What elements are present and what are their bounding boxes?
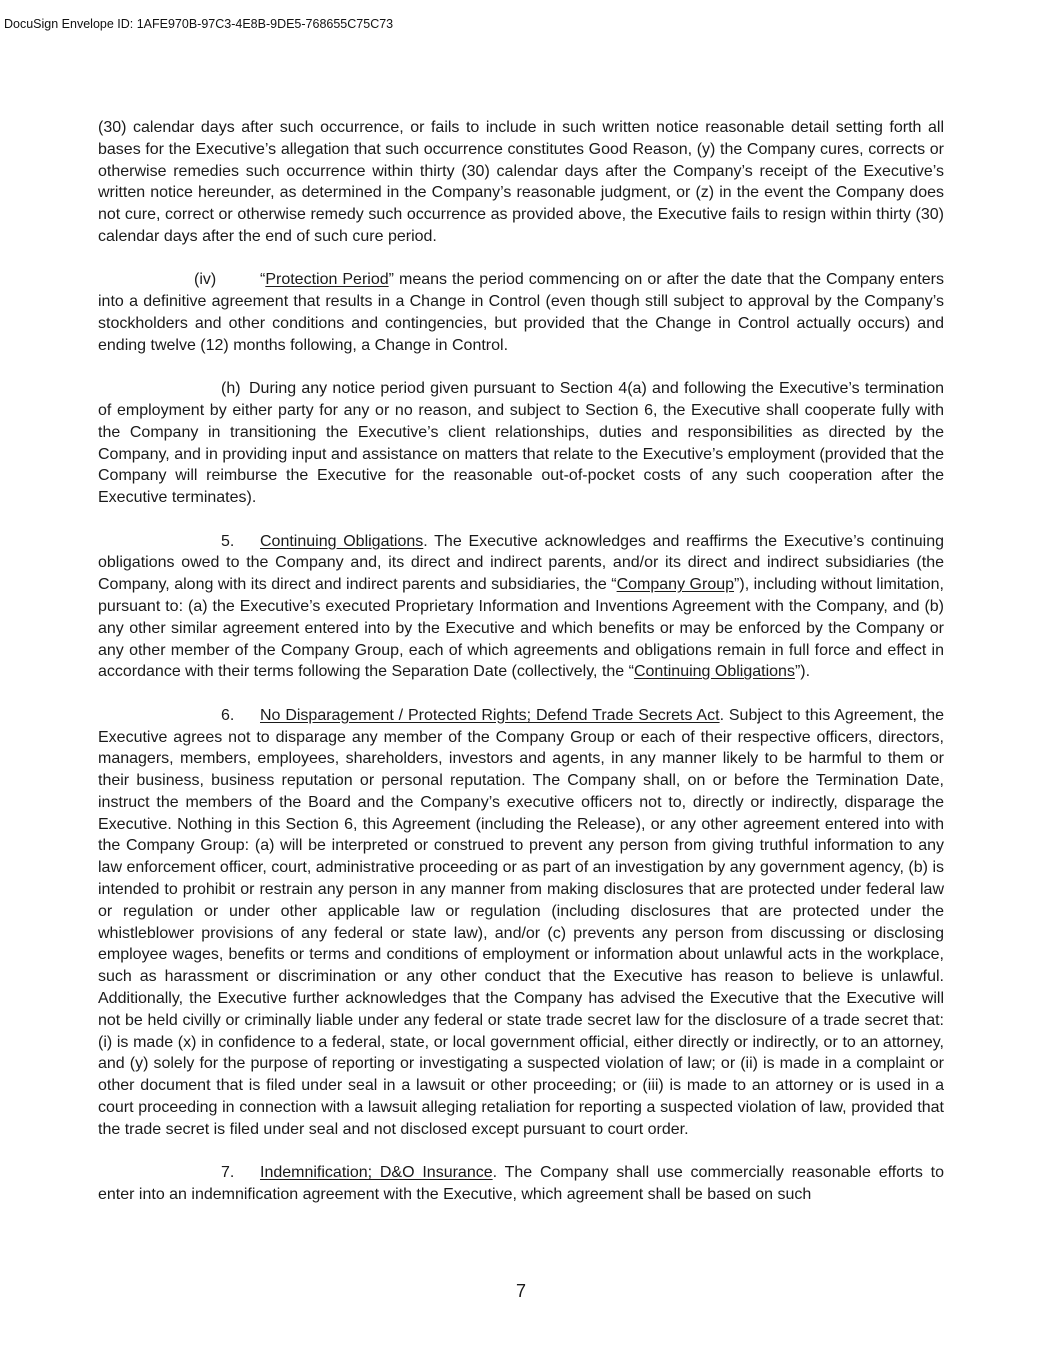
paragraph-h: [98, 378, 944, 509]
paragraph-h-text: During any notice period given pursuant to Section 4(a) and following the Executive’s termination of employment by either party for any or no reason, and subject to Section 6, the Executive shall cooperate fully with the Company in transitioning the Executive’s client relationships, duties and responsibilities as directed by the Company, and in providing input and assistance on matters that relate to the Executive’s employment (provided that the Company will reimburse the Executive for the reasonable out-of-pocket costs of any such cooperation after the Executive terminates).: [98, 380, 944, 507]
section-7: [98, 1162, 944, 1206]
section-5: [98, 531, 944, 684]
paragraph-iv: [98, 269, 944, 356]
section-5-number: 5.: [221, 532, 235, 550]
section-5-text-a: . The Executive acknowledges and reaffirms the Executive’s continuing obligations owed to the Company and, its direct and indirect parents, and/or its direct and indirect subsidiaries (the Company, along with its direct and indirect parents and subsidiaries, the “: [98, 532, 944, 594]
section-6: [98, 705, 944, 1141]
paragraph-continued: [98, 117, 944, 248]
section-5-text-c: ”).: [794, 663, 811, 681]
document-body: [98, 117, 944, 1206]
paragraph-continued-text: (30) calendar days after such occurrence, or fails to include in such written notice reasonable detail setting forth all bases for the Executive’s allegation that such occurrence constitutes Good Reason, (y) the Company cures, corrects or otherwise remedies such occurrence within thirty (30) calendar days after the Company’s receipt of the Executive’s written notice hereunder, as determined in the Company’s reasonable judgment, or (z) in the event the Company does not cure, correct or otherwise remedy such occurrence as provided above, the Executive fails to resign within thirty (30) calendar days after the end of such cure period.: [98, 119, 944, 245]
paragraph-iv-open-quote: “: [260, 271, 266, 289]
section-7-heading: Indemnification; D&O Insurance: [260, 1164, 493, 1182]
page-number: 7: [515, 1281, 526, 1301]
docusign-envelope-id: DocuSign Envelope ID: 1AFE970B-97C3-4E8B-9DE5-768655C75C73: [4, 17, 394, 31]
section-5-heading: Continuing Obligations: [260, 532, 424, 550]
defined-term-protection-period: Protection Period: [265, 271, 389, 289]
paragraph-iv-label: (iv): [194, 271, 217, 289]
section-5-text-b: ”), including without limitation, pursuant to: (a) the Executive’s executed Proprietary Information and Inventions Agreement with the Company, and (b) any other similar agreement entered into by the Executive and which benefits or may be enforced by the Company or any other member of the Company Group, each of which agreements and obligations remain in full force and effect in accordance with their terms following the Separation Date (collectively, the “: [98, 576, 945, 681]
section-7-text: . The Company shall use commercially reasonable efforts to enter into an indemnification agreement with the Executive, which agreement shall be based on such: [98, 1164, 945, 1204]
section-6-heading: No Disparagement / Protected Rights; Defend Trade Secrets Act: [260, 706, 720, 724]
section-7-number: 7.: [221, 1164, 235, 1182]
section-6-number: 6.: [221, 706, 235, 724]
defined-term-continuing-obligations: Continuing Obligations: [633, 663, 795, 681]
section-6-text: . Subject to this Agreement, the Executive agrees not to disparage any member of the Company Group or each of their respective officers, directors, managers, members, employees, shareholders, investors and agents, in any manner likely to be harmful to them or their business, business reputation or personal reputation. The Company shall, on or before the Termination Date, instruct the members of the Board and the Company’s executive officers not to, directly or indirectly, disparage the Executive. Nothing in this Section 6, this Agreement (including the Release), or any other agreement entered into with the Company Group: (a) will be interpreted or construed to prevent any person from giving truthful information to any law enforcement officer, court, administrative proceeding or as part of an investigation by any government agency, (b) is intended to prohibit or restrain any person in any manner from making disclosures that are protected under federal law or regulation or under other applicable law or regulation (including disclosures that are protected under the whistleblower provisions of any federal or state law), and/or (c) prevents any person from discussing or disclosing employee wages, benefits or terms and conditions of employment or information about unlawful acts in the workplace, such as harassment or discrimination or any other conduct that the Executive has reason to believe is unlawful. Additionally, the Executive further acknowledges that the Company has advised the Executive that the Executive will not be held civilly or criminally liable under any federal or state trade secret law for the disclosure of a trade secret that: (i) is made (x) in confidence to a federal, state, or local government official, either directly or indirectly, or to an attorney, and (y) solely for the purpose of reporting or investigating a suspected violation of law; or (ii) is made in a complaint or other document that is filed under seal in a lawsuit or other proceeding; or (iii) is made to an attorney or is used in a court proceeding in connection with a lawsuit alleging retaliation for reporting a suspected violation of law, provided that the trade secret is filed under seal and not disclosed except pursuant to court order.: [98, 706, 944, 1138]
defined-term-company-group: Company Group: [616, 576, 735, 594]
paragraph-h-label: (h): [221, 380, 241, 398]
paragraph-iv-text: ” means the period commencing on or after the date that the Company enters into a definitive agreement that results in a Change in Control (even though still subject to approval by the Company’s stockholders and other conditions and contingencies, but provided that the Change in Control actually occurs) and ending twelve (12) months following, a Change in Control.: [98, 271, 945, 354]
